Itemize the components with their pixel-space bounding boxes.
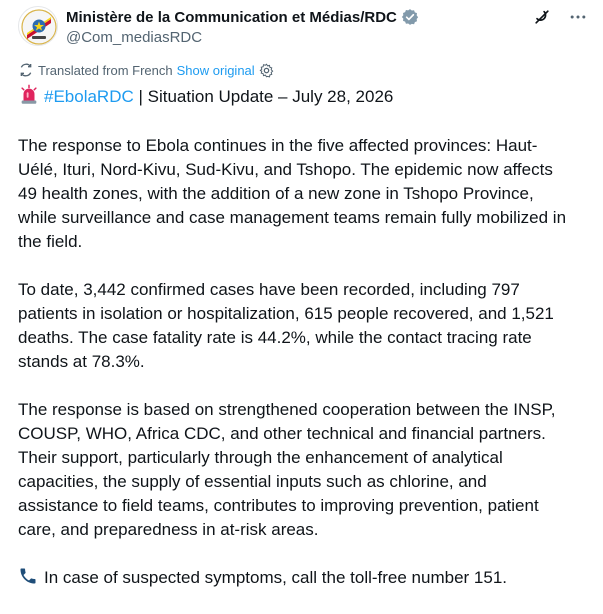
translation-label: Translated from French <box>38 62 173 78</box>
handle[interactable]: @Com_mediasRDC <box>66 29 203 46</box>
closing-text: In case of suspected symptoms, call the toll-free number 151. <box>44 568 508 587</box>
hashtag-link[interactable]: #EbolaRDC <box>44 87 134 106</box>
post-body <box>18 134 593 614</box>
paragraph-2: To date, 3,442 confirmed cases have been recorded, including 797 patients in isolation or hospitalization, 615 people recovered, and 1,521 deaths. The case fatality rate is 44.2%, while the contact tracing rate stands at 78.3%. <box>18 280 554 371</box>
grok-icon[interactable] <box>531 6 553 28</box>
paragraph-1: The response to Ebola continues in the five affected provinces: Haut- Uélé, Ituri, Nord-Kivu, Sud-Kivu, and Tshopo. The epidemic now affects 49 health zones, with the addition of a new zone in Tshopo Province, while surveillance and case management teams remain fully mobilized in the field. <box>18 136 567 251</box>
translate-icon <box>18 62 34 78</box>
translation-notice <box>18 62 274 78</box>
header-actions <box>531 6 589 28</box>
show-original-link[interactable]: Show original <box>176 62 255 78</box>
post-header <box>18 4 589 48</box>
verified-badge-icon <box>401 8 419 26</box>
display-name[interactable]: Ministère de la Communication et Médias/RDC <box>66 8 397 26</box>
phone-icon <box>18 566 38 586</box>
paragraph-3: The response is based on strengthened cooperation between the INSP, COUSP, WHO, Africa CDC, and other technical and financial partners. Their support, particularly through the enhancement of analytical capacities, the supply of essential inputs such as chlorine, and assistance to field teams, contributes to improving prevention, patient care, and preparedness in at-risk areas. <box>18 400 556 539</box>
alarm-light-icon <box>18 84 40 106</box>
closing-line <box>18 566 593 590</box>
post-title-line <box>18 84 393 109</box>
gear-icon[interactable] <box>259 63 274 78</box>
more-icon[interactable] <box>567 6 589 28</box>
author-block <box>66 7 419 46</box>
avatar[interactable] <box>18 6 58 46</box>
title-text: | Situation Update – July 28, 2026 <box>133 87 394 106</box>
